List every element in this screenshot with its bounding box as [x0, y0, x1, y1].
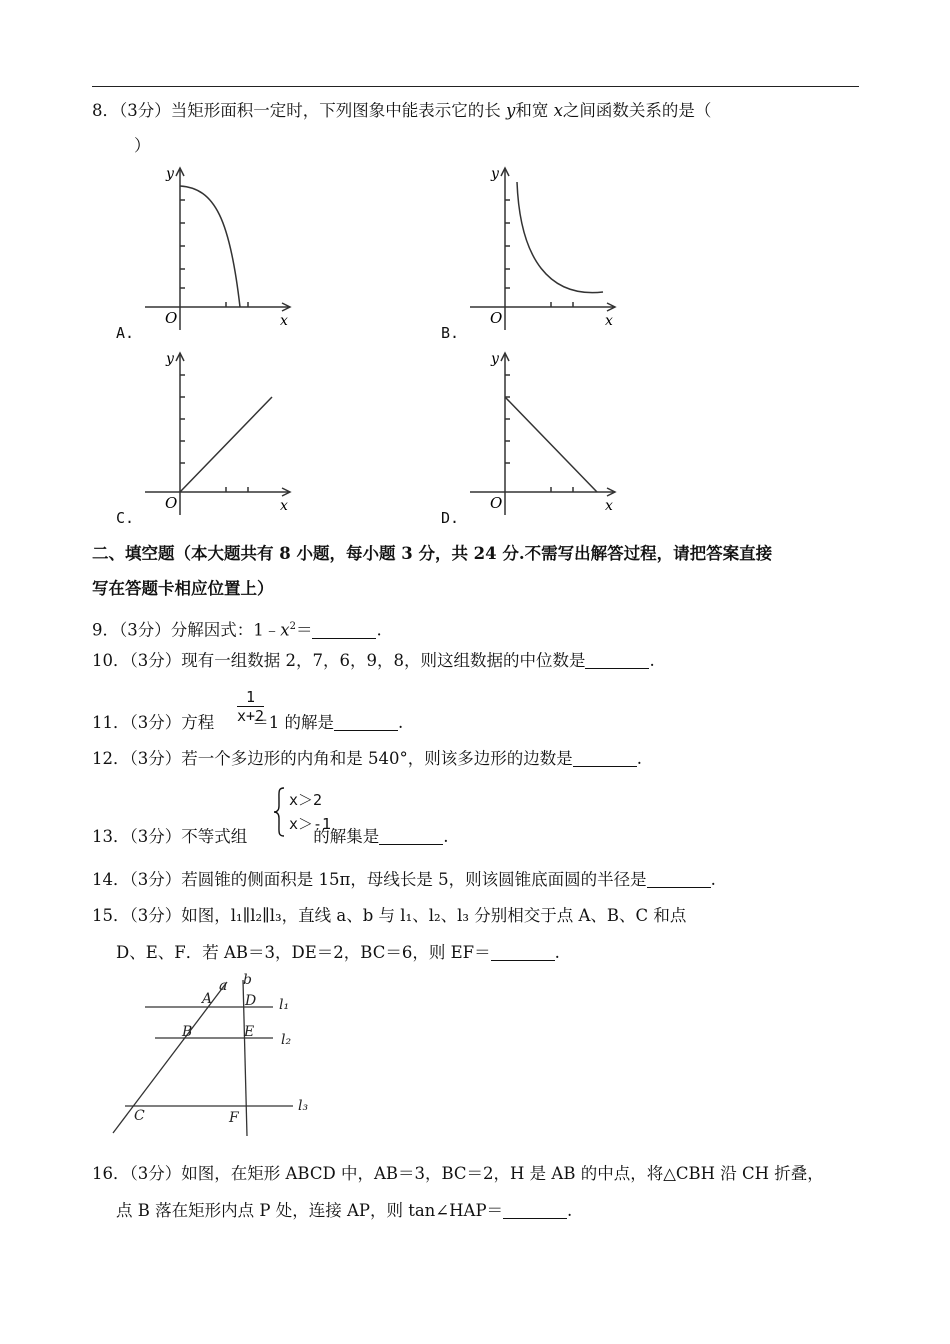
- graph-d-origin: O: [490, 494, 503, 512]
- q13: 13．（3分）不等式组 的解集是 .: [92, 827, 449, 846]
- q15-line2: D、E、F．若 AB＝3，DE＝2，BC＝6，则 EF＝ .: [116, 943, 560, 962]
- graph-b-x: x: [605, 313, 613, 329]
- q16-line2: 点 B 落在矩形内点 P 处，连接 AP，则 tan∠HAP＝ .: [116, 1201, 573, 1220]
- q15-label-E: E: [244, 1024, 255, 1040]
- q15-figure: [105, 970, 325, 1140]
- graph-b-origin: O: [490, 309, 503, 327]
- q16-answer-blank[interactable]: [503, 1202, 567, 1219]
- q8-line2: ）: [134, 136, 151, 155]
- graph-a-origin: O: [165, 309, 178, 327]
- graph-b-y: y: [491, 166, 499, 182]
- q11-answer-blank[interactable]: [334, 714, 398, 731]
- graph-c: [140, 345, 300, 515]
- q15-label-C: C: [134, 1108, 145, 1124]
- q15-label-l3: l₃: [298, 1098, 309, 1114]
- graph-c-origin: O: [165, 494, 178, 512]
- graph-c-x: x: [280, 498, 288, 514]
- q10: 10．（3分）现有一组数据 2，7，6，9，8，则这组数据的中位数是 .: [92, 651, 655, 670]
- q13-answer-blank[interactable]: [379, 828, 443, 845]
- graph-a-x: x: [280, 313, 288, 329]
- q15-label-a: a: [219, 978, 228, 994]
- q15-label-l2: l₂: [281, 1032, 292, 1048]
- q14: 14．（3分）若圆锥的侧面积是 15π，母线长是 5，则该圆锥底面圆的半径是 .: [92, 870, 716, 889]
- q15-line1: 15．（3分）如图，l₁∥l₂∥l₃，直线 a、b 与 l₁、l₂、l₃ 分别相交于点 A、B、C 和点: [92, 906, 687, 925]
- q13-system: x＞2 x＞-1: [289, 791, 332, 833]
- q12-answer-blank[interactable]: [573, 750, 637, 767]
- header-rule: [92, 86, 859, 87]
- graph-d-x: x: [605, 498, 613, 514]
- option-d-label: D.: [441, 509, 460, 527]
- graph-a: [140, 160, 300, 330]
- graph-d-y: y: [491, 351, 499, 367]
- q14-answer-blank[interactable]: [647, 871, 711, 888]
- q9-answer-blank[interactable]: [312, 622, 376, 639]
- q11-fraction: $\frac{1}{x+2}$: [237, 688, 265, 725]
- q15-label-b: b: [243, 972, 252, 988]
- q9: 9．（3分）分解因式：$1﹣x^2=$ .: [92, 620, 382, 640]
- q15-answer-blank[interactable]: [491, 944, 555, 961]
- graph-d: [465, 345, 625, 515]
- graph-a-y: y: [166, 166, 174, 182]
- option-b-label: B.: [441, 324, 460, 342]
- q16-line1: 16．（3分）如图，在矩形 ABCD 中，AB＝3，BC＝2，H 是 AB 的中点，将△CBH 沿 CH 折叠，: [92, 1164, 824, 1183]
- option-c-label: C.: [116, 509, 135, 527]
- q15-label-D: D: [245, 993, 257, 1009]
- q11: 11．（3分）方程 ＝1 的解是 .: [92, 713, 404, 732]
- section-heading-line1: 二、填空题（本大题共有 8 小题，每小题 3 分，共 24 分.不需写出解答过程，请把答案直接: [92, 544, 773, 563]
- q15-label-A: A: [202, 991, 213, 1007]
- option-a-label: A.: [116, 324, 135, 342]
- q12: 12．（3分）若一个多边形的内角和是 540°，则该多边形的边数是 .: [92, 749, 642, 768]
- q15-label-l1: l₁: [279, 997, 290, 1013]
- q10-answer-blank[interactable]: [585, 652, 649, 669]
- q15-label-B: B: [182, 1024, 193, 1040]
- q8-line1: 8．（3分）当矩形面积一定时，下列图象中能表示它的长 y和宽 x之间函数关系的是（: [92, 101, 712, 120]
- graph-b: [465, 160, 625, 330]
- q15-label-F: F: [229, 1110, 239, 1126]
- section-heading-line2: 写在答题卡相应位置上）: [92, 579, 274, 598]
- graph-c-y: y: [166, 351, 174, 367]
